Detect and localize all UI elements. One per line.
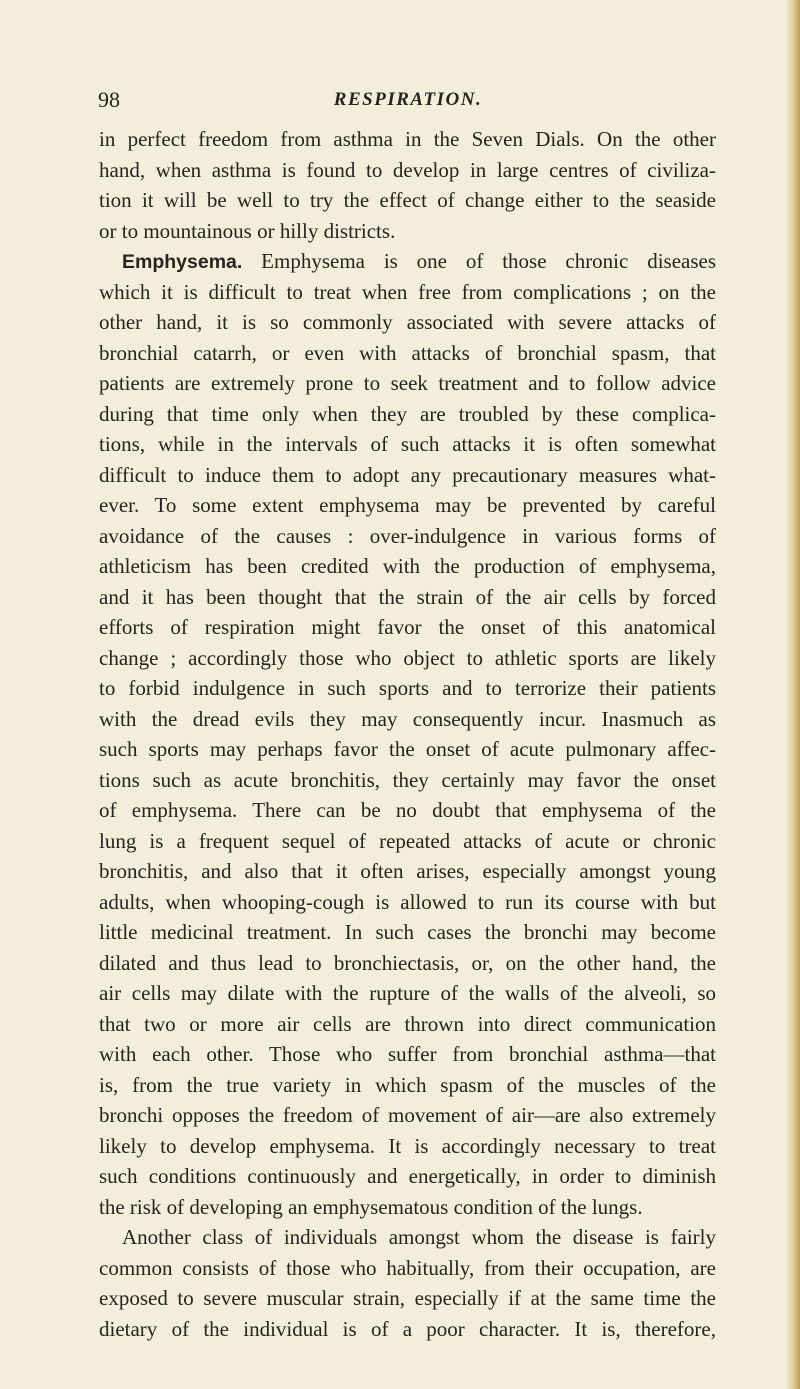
text-line: hand, when asthma is found to develop in large centres of civiliza- <box>99 157 716 182</box>
text-line: efforts of respiration might favor the onset of this anatomical <box>99 615 716 639</box>
text-line: during that time only when they are troubled by these complica- <box>99 401 716 426</box>
text-line: dietary of the individual is of a poor character. It is, therefore, <box>99 1316 716 1341</box>
text-line: exposed to severe muscular strain, especially if at the same time the <box>99 1286 716 1310</box>
text-line-rest: Emphysema is one of those chronic diseases <box>261 249 717 273</box>
text-line: or to mountainous or hilly districts. <box>99 218 396 243</box>
text-line <box>99 246 716 277</box>
text-line: with the dread evils they may consequently incur. Inasmuch as <box>99 706 716 731</box>
text-line: such sports may perhaps favor the onset of acute pulmonary affec- <box>99 737 716 761</box>
text-line: tion it will be well to try the effect of change either to the seaside <box>99 188 716 212</box>
text-line: which it is difficult to treat when free from complications ; on the <box>99 279 716 304</box>
text-line: bronchial catarrh, or even with attacks of bronchial spasm, that <box>99 340 716 365</box>
text-line: the risk of developing an emphysematous condition of the lungs. <box>99 1194 643 1219</box>
paragraph-1 <box>99 124 716 246</box>
text-line: of emphysema. There can be no doubt that emphysema of the <box>99 798 716 822</box>
running-head: RESPIRATION. <box>333 89 483 110</box>
text-line: little medicinal treatment. In such cases the bronchi may become <box>99 920 716 944</box>
text-line: air cells may dilate with the rupture of the walls of the alveoli, so <box>99 981 716 1005</box>
text-line: tions such as acute bronchitis, they certainly may favor the onset <box>99 767 716 792</box>
text-line: adults, when whooping-cough is allowed to run its course with but <box>99 889 716 914</box>
text-line: avoidance of the causes : over-indulgence in various forms of <box>99 523 716 548</box>
text-line: change ; accordingly those who object to athletic sports are likely <box>99 645 716 670</box>
text-line: likely to develop emphysema. It is accordingly necessary to treat <box>99 1133 716 1158</box>
text-line: lung is a frequent sequel of repeated attacks of acute or chronic <box>99 828 716 853</box>
text-line: that two or more air cells are thrown into direct communication <box>99 1011 716 1036</box>
text-line: and it has been thought that the strain of the air cells by forced <box>99 584 716 609</box>
text-line: bronchitis, and also that it often arises, especially amongst young <box>99 859 716 883</box>
paragraph-3 <box>99 1222 716 1344</box>
paragraph-emphysema <box>99 246 716 1222</box>
text-line: athleticism has been credited with the production of emphysema, <box>99 554 716 578</box>
page-header <box>98 88 718 112</box>
page-number: 98 <box>98 87 120 112</box>
text-line: such conditions continuously and energetically, in order to diminish <box>99 1164 716 1188</box>
body-text <box>99 124 716 1344</box>
text-line: other hand, it is so commonly associated with severe attacks of <box>99 310 716 334</box>
text-line: Another class of individuals amongst whom the disease is fairly <box>122 1225 716 1249</box>
text-line: common consists of those who habitually, from their occupation, are <box>99 1255 716 1280</box>
text-line: patients are extremely prone to seek treatment and to follow advice <box>99 371 716 395</box>
text-line: in perfect freedom from asthma in the Seven Dials. On the other <box>99 127 716 151</box>
text-line: to forbid indulgence in such sports and to terrorize their patients <box>99 676 716 700</box>
text-line: is, from the true variety in which spasm of the muscles of the <box>99 1072 716 1097</box>
text-line: difficult to induce them to adopt any precautionary measures what- <box>99 462 716 487</box>
section-heading: Emphysema. <box>122 251 243 273</box>
text-line: tions, while in the intervals of such attacks it is often somewhat <box>99 432 716 456</box>
text-line: bronchi opposes the freedom of movement of air—are also extremely <box>99 1103 716 1127</box>
page-edge <box>786 0 800 1389</box>
text-line: with each other. Those who suffer from bronchial asthma—that <box>99 1042 716 1066</box>
text-line: ever. To some extent emphysema may be prevented by careful <box>99 493 716 517</box>
text-line: dilated and thus lead to bronchiectasis, or, on the other hand, the <box>99 950 716 975</box>
